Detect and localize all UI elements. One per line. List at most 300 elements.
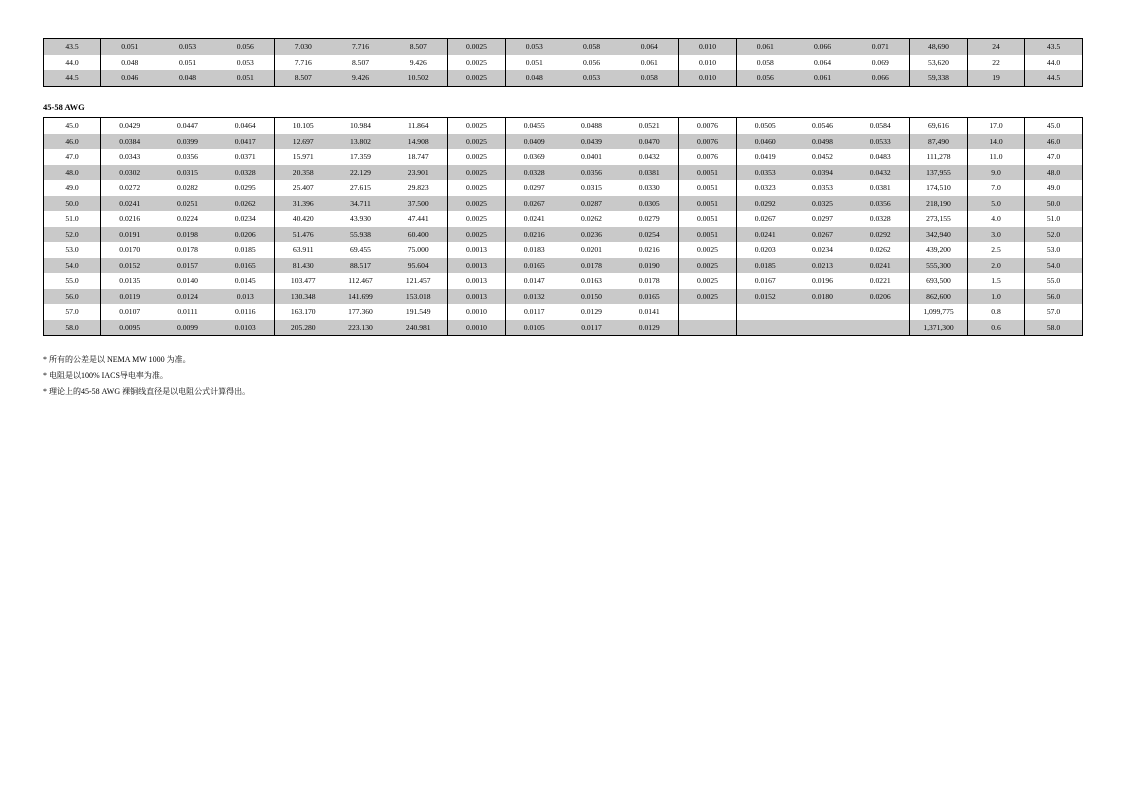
table-cell: 0.0409 <box>506 134 563 150</box>
table-cell: 0.0025 <box>448 118 506 134</box>
table-cell: 17.0 <box>968 118 1025 134</box>
table-cell: 0.0292 <box>852 227 910 243</box>
table-cell: 18.747 <box>390 149 448 165</box>
table-cell: 7.716 <box>294 57 312 67</box>
table-cell: 0.0025 <box>448 134 506 150</box>
table-cell: 17.359 <box>350 152 371 162</box>
table-cell: 0.0305 <box>621 196 679 212</box>
table-cell: 0.0152 <box>737 289 794 305</box>
table-cell: 0.0013 <box>448 242 506 258</box>
table-cell: 0.0051 <box>679 227 737 243</box>
table-cell: 47.0 <box>1046 152 1061 162</box>
table-cell: 25.407 <box>292 183 314 193</box>
table-cell: 0.0178 <box>563 258 621 274</box>
table-cell: 57.0 <box>44 304 101 320</box>
table-cell: 0.0254 <box>621 227 679 243</box>
table-cell: 43.930 <box>350 214 371 224</box>
table-cell: 0.0025 <box>448 211 506 227</box>
table-cell: 0.0267 <box>506 196 563 212</box>
table-row <box>44 304 1083 320</box>
table-cell: 11.864 <box>390 118 448 134</box>
table-cell: 0.0455 <box>523 121 545 131</box>
table-cell: 137,955 <box>910 165 968 181</box>
table-cell: 37.500 <box>390 196 448 212</box>
table-row <box>44 149 1083 165</box>
table-cell <box>852 320 910 336</box>
table-cell: 22.129 <box>332 165 390 181</box>
table-cell: 46.0 <box>1025 134 1083 150</box>
table-cell: 0.0025 <box>448 227 506 243</box>
table-cell: 0.069 <box>852 55 910 71</box>
table-cell: 555,300 <box>910 258 968 274</box>
table-cell: 0.048 <box>121 57 139 67</box>
table-cell <box>852 304 910 320</box>
table-cell: 0.0505 <box>754 121 776 131</box>
table-row <box>44 180 1083 196</box>
table-cell: 0.0302 <box>101 165 159 181</box>
table-cell: 53,620 <box>910 55 968 71</box>
table-cell: 0.0150 <box>563 289 621 305</box>
table-cell: 4.0 <box>968 211 1025 227</box>
table-cell: 153.018 <box>390 289 448 305</box>
table-cell: 1.0 <box>968 289 1025 305</box>
table-cell: 9.426 <box>332 70 390 86</box>
table-cell: 0.0203 <box>754 245 776 255</box>
table-row <box>44 211 1083 227</box>
table-cell: 58.0 <box>1025 320 1083 336</box>
table-cell: 43.5 <box>1025 39 1083 55</box>
table-cell: 0.0183 <box>523 245 545 255</box>
table-cell: 0.0025 <box>679 258 737 274</box>
table-cell: 0.058 <box>563 39 621 55</box>
table-cell: 10.984 <box>350 121 371 131</box>
table-cell: 10.502 <box>390 70 448 86</box>
table-cell: 0.0521 <box>621 118 679 134</box>
table-cell: 0.064 <box>621 39 679 55</box>
table-cell: 0.0206 <box>852 289 910 305</box>
table-row <box>44 55 1083 71</box>
table-cell: 0.0025 <box>448 70 506 86</box>
table-cell: 0.0124 <box>159 289 217 305</box>
table-cell: 0.0013 <box>448 258 506 274</box>
table-cell: 0.0185 <box>737 258 794 274</box>
table-cell: 0.0584 <box>852 118 910 134</box>
table-cell: 19 <box>968 70 1025 86</box>
table-cell: 0.0470 <box>621 134 679 150</box>
table-cell: 0.0152 <box>101 258 159 274</box>
table-cell: 0.013 <box>217 289 275 305</box>
table-cell: 0.0025 <box>448 39 506 55</box>
table-cell: 0.051 <box>178 57 197 67</box>
table-cell: 49.0 <box>44 180 101 196</box>
table-cell: 0.0546 <box>812 121 833 131</box>
table-cell: 218,190 <box>910 196 968 212</box>
table-cell: 112.467 <box>348 276 373 286</box>
table-cell: 0.0297 <box>812 214 833 224</box>
table-cell: 1,099,775 <box>910 304 968 320</box>
table-cell: 0.010 <box>679 70 737 86</box>
table-cell: 0.0394 <box>794 165 852 181</box>
table-cell: 53.0 <box>1046 245 1061 255</box>
table-cell: 0.0107 <box>119 307 141 317</box>
awg-table-45-58 <box>43 117 1083 336</box>
table-cell: 43.5 <box>44 39 101 55</box>
footnote: * 理论上的45-58 AWG 裸铜线直径是以电阻公式计算得出。 <box>43 387 251 396</box>
table-cell <box>679 320 737 336</box>
table-cell: 0.0330 <box>621 180 679 196</box>
table-cell: 59,338 <box>910 70 968 86</box>
table-cell: 0.051 <box>217 70 275 86</box>
table-cell: 63.911 <box>292 245 314 255</box>
table-cell: 0.0132 <box>506 289 563 305</box>
table-cell: 0.0165 <box>506 258 563 274</box>
table-cell: 0.056 <box>217 39 275 55</box>
table-cell: 0.053 <box>159 39 217 55</box>
table-cell: 0.0025 <box>448 55 506 71</box>
table-cell: 69,616 <box>910 118 968 134</box>
table-row <box>44 134 1083 150</box>
table-cell <box>794 304 852 320</box>
table-cell <box>679 304 737 320</box>
table-cell: 51.476 <box>275 227 332 243</box>
table-cell: 23.901 <box>390 165 448 181</box>
table-row <box>44 118 1083 134</box>
table-cell: 0.0167 <box>754 276 776 286</box>
table-cell: 49.0 <box>1046 183 1061 193</box>
table-cell: 0.0178 <box>177 245 198 255</box>
table-cell: 0.0325 <box>794 196 852 212</box>
table-cell: 88.517 <box>332 258 390 274</box>
table-cell: 0.0356 <box>563 165 621 181</box>
table-cell: 0.0356 <box>177 152 198 162</box>
table-cell: 0.0025 <box>679 289 737 305</box>
table-cell: 0.0178 <box>621 273 679 289</box>
table-cell: 0.0292 <box>737 196 794 212</box>
table-cell: 0.0401 <box>581 152 602 162</box>
table-cell: 0.058 <box>621 70 679 86</box>
table-cell: 20.358 <box>275 165 332 181</box>
table-row <box>44 165 1083 181</box>
table-cell: 240.981 <box>390 320 448 336</box>
table-cell: 0.0145 <box>217 273 275 289</box>
table-cell: 0.061 <box>621 55 679 71</box>
table-cell: 174,510 <box>910 180 968 196</box>
table-cell: 55.0 <box>44 273 101 289</box>
table-cell: 95.604 <box>390 258 448 274</box>
table-cell: 0.0287 <box>563 196 621 212</box>
table-cell: 1.5 <box>968 273 1025 289</box>
table-cell: 48,690 <box>910 39 968 55</box>
table-row <box>44 320 1083 336</box>
table-cell: 0.0119 <box>101 289 159 305</box>
table-cell: 0.056 <box>737 70 794 86</box>
table-cell: 0.0483 <box>852 149 910 165</box>
table-cell: 0.0262 <box>217 196 275 212</box>
table-cell: 121.457 <box>390 273 448 289</box>
table-cell: 342,940 <box>910 227 968 243</box>
table-cell: 15.971 <box>292 152 314 162</box>
table-cell: 0.0147 <box>523 276 545 286</box>
table-row <box>44 258 1083 274</box>
table-cell: 0.0165 <box>217 258 275 274</box>
table-cell: 47.0 <box>44 149 101 165</box>
table-cell: 0.0051 <box>679 165 737 181</box>
table-cell: 0.6 <box>968 320 1025 336</box>
table-cell: 0.0213 <box>794 258 852 274</box>
table-cell: 11.0 <box>968 149 1025 165</box>
table-cell: 0.0267 <box>794 227 852 243</box>
table-cell: 48.0 <box>1025 165 1083 181</box>
table-cell: 130.348 <box>275 289 332 305</box>
table-cell: 44.5 <box>44 70 101 86</box>
table-cell: 1,371,300 <box>910 320 968 336</box>
table-cell: 0.0025 <box>679 273 737 289</box>
table-cell: 10.105 <box>292 121 314 131</box>
table-cell: 24 <box>968 39 1025 55</box>
table-cell: 0.0369 <box>523 152 545 162</box>
table-cell: 0.051 <box>101 39 159 55</box>
table-cell: 45.0 <box>44 118 101 134</box>
table-cell: 0.010 <box>679 55 737 71</box>
table-cell: 0.0353 <box>812 183 833 193</box>
table-cell: 0.010 <box>679 39 737 55</box>
table-cell: 0.0328 <box>852 211 910 227</box>
table-cell: 0.061 <box>794 70 852 86</box>
table-cell <box>794 320 852 336</box>
table-cell: 0.0399 <box>159 134 217 150</box>
table-cell: 0.0025 <box>448 149 506 165</box>
table-cell: 7.030 <box>275 39 332 55</box>
table-cell: 3.0 <box>968 227 1025 243</box>
table-cell: 0.056 <box>582 57 601 67</box>
table-cell: 693,500 <box>910 273 968 289</box>
table-cell: 27.615 <box>350 183 371 193</box>
table-cell: 0.0198 <box>159 227 217 243</box>
table-cell: 0.0432 <box>621 149 679 165</box>
table-cell: 0.0279 <box>621 211 679 227</box>
table-cell: 0.0221 <box>852 273 910 289</box>
table-cell: 46.0 <box>44 134 101 150</box>
table-cell: 439,200 <box>910 242 968 258</box>
table-cell: 0.046 <box>101 70 159 86</box>
table-cell: 52.0 <box>1025 227 1083 243</box>
table-cell: 44.0 <box>44 55 101 71</box>
table-row <box>44 70 1083 86</box>
table-cell: 2.5 <box>968 242 1025 258</box>
table-cell: 0.0419 <box>754 152 776 162</box>
table-cell: 141.699 <box>332 289 390 305</box>
table-row <box>44 39 1083 55</box>
table-cell: 0.053 <box>563 70 621 86</box>
section-heading: 45-58 AWG <box>43 102 85 112</box>
table-cell: 0.0025 <box>448 180 506 196</box>
table-row <box>44 196 1083 212</box>
table-cell: 0.0381 <box>852 180 910 196</box>
table-cell: 0.0384 <box>101 134 159 150</box>
table-cell: 60.400 <box>390 227 448 243</box>
table-row <box>44 273 1083 289</box>
table-cell: 0.0206 <box>217 227 275 243</box>
table-cell: 0.0234 <box>812 245 833 255</box>
table-cell: 103.477 <box>290 276 316 286</box>
table-cell: 0.0191 <box>101 227 159 243</box>
table-cell: 0.048 <box>159 70 217 86</box>
table-cell: 0.066 <box>794 39 852 55</box>
table-cell: 22 <box>968 55 1025 71</box>
table-cell: 9.0 <box>968 165 1025 181</box>
footnote: * 电阻是以100% IACS导电率为准。 <box>43 371 168 380</box>
table-cell: 0.0241 <box>737 227 794 243</box>
table-cell: 14.0 <box>968 134 1025 150</box>
table-cell: 0.0234 <box>217 211 275 227</box>
table-cell: 0.0323 <box>754 183 776 193</box>
table-cell: 0.0117 <box>563 320 621 336</box>
table-cell: 0.0381 <box>621 165 679 181</box>
table-cell: 0.0216 <box>119 214 141 224</box>
table-cell: 51.0 <box>44 211 101 227</box>
table-cell: 2.0 <box>968 258 1025 274</box>
table-cell: 0.0262 <box>581 214 602 224</box>
table-cell: 13.802 <box>332 134 390 150</box>
table-cell: 0.0010 <box>448 304 506 320</box>
table-cell: 0.0157 <box>159 258 217 274</box>
table-cell: 0.0170 <box>119 245 141 255</box>
table-cell: 0.0315 <box>159 165 217 181</box>
table-cell: 5.0 <box>968 196 1025 212</box>
table-cell: 55.0 <box>1046 276 1061 286</box>
table-cell: 58.0 <box>44 320 101 336</box>
table-cell: 87,490 <box>910 134 968 150</box>
table-cell: 0.0488 <box>581 121 602 131</box>
table-cell: 0.0025 <box>448 165 506 181</box>
table-cell: 0.0216 <box>506 227 563 243</box>
table-cell: 31.396 <box>275 196 332 212</box>
table-cell: 7.716 <box>332 39 390 55</box>
table-cell: 14.908 <box>390 134 448 150</box>
table-cell: 0.0328 <box>506 165 563 181</box>
table-cell: 48.0 <box>44 165 101 181</box>
table-cell: 111,278 <box>910 149 968 165</box>
table-cell: 8.507 <box>390 39 448 55</box>
table-cell: 0.0025 <box>679 242 737 258</box>
table-cell: 29.823 <box>390 180 448 196</box>
table-cell: 0.048 <box>506 70 563 86</box>
table-cell: 0.0262 <box>852 242 910 258</box>
table-cell: 44.5 <box>1025 70 1083 86</box>
table-cell: 0.0140 <box>177 276 198 286</box>
table-cell: 223.130 <box>332 320 390 336</box>
awg-table-upper <box>43 38 1083 87</box>
table-cell: 0.0498 <box>794 134 852 150</box>
table-cell: 0.0013 <box>448 273 506 289</box>
table-row <box>44 289 1083 305</box>
table-cell: 163.170 <box>290 307 316 317</box>
table-cell: 56.0 <box>44 289 101 305</box>
table-cell: 50.0 <box>44 196 101 212</box>
table-cell: 0.0135 <box>119 276 141 286</box>
table-cell: 45.0 <box>1046 121 1061 131</box>
table-cell: 0.066 <box>852 70 910 86</box>
table-cell: 0.051 <box>525 57 543 67</box>
table-cell: 47.441 <box>390 211 448 227</box>
table-cell: 0.0095 <box>101 320 159 336</box>
table-cell: 0.0328 <box>217 165 275 181</box>
table-cell: 0.0251 <box>159 196 217 212</box>
table-cell: 12.697 <box>275 134 332 150</box>
table-cell: 0.0190 <box>621 258 679 274</box>
awg-table-upper-body <box>44 39 1083 87</box>
table-cell: 0.0216 <box>621 242 679 258</box>
table-cell: 0.0353 <box>737 165 794 181</box>
table-cell: 0.061 <box>737 39 794 55</box>
table-cell: 69.455 <box>350 245 371 255</box>
table-cell: 0.0051 <box>679 180 737 196</box>
table-cell: 273,155 <box>910 211 968 227</box>
table-cell: 51.0 <box>1046 214 1061 224</box>
table-cell: 0.0103 <box>217 320 275 336</box>
table-cell: 55.938 <box>332 227 390 243</box>
table-cell: 205.280 <box>275 320 332 336</box>
table-cell: 0.0295 <box>217 180 275 196</box>
table-cell: 0.0297 <box>523 183 545 193</box>
table-cell: 0.0241 <box>852 258 910 274</box>
table-cell: 0.0224 <box>177 214 198 224</box>
table-cell: 0.0447 <box>177 121 198 131</box>
table-cell: 0.0371 <box>217 149 275 165</box>
table-cell: 54.0 <box>44 258 101 274</box>
table-cell: 53.0 <box>44 242 101 258</box>
footnote: * 所有的公差是以 NEMA MW 1000 为准。 <box>43 355 191 364</box>
table-cell: 0.0452 <box>812 152 833 162</box>
table-cell: 9.426 <box>390 55 448 71</box>
table-cell: 8.507 <box>275 70 332 86</box>
table-cell: 0.071 <box>852 39 910 55</box>
table-cell: 40.420 <box>292 214 314 224</box>
table-cell: 0.0025 <box>448 196 506 212</box>
awg-table-45-58-body <box>44 118 1083 336</box>
table-cell: 0.0076 <box>679 134 737 150</box>
table-cell: 0.0241 <box>101 196 159 212</box>
table-cell: 0.0236 <box>563 227 621 243</box>
table-cell: 0.0163 <box>581 276 602 286</box>
table-cell: 0.0464 <box>217 118 275 134</box>
table-cell: 0.0076 <box>679 149 737 165</box>
table-cell: 75.000 <box>390 242 448 258</box>
table-cell: 0.0111 <box>177 307 198 317</box>
table-cell: 0.053 <box>217 55 275 71</box>
table-cell: 0.8 <box>968 304 1025 320</box>
table-cell: 0.0129 <box>581 307 602 317</box>
table-cell: 862,600 <box>910 289 968 305</box>
table-cell: 0.0460 <box>737 134 794 150</box>
table-cell: 0.0099 <box>159 320 217 336</box>
table-cell: 0.0105 <box>506 320 563 336</box>
footnotes <box>43 352 250 400</box>
table-cell: 177.360 <box>348 307 373 317</box>
table-cell: 57.0 <box>1046 307 1061 317</box>
table-cell <box>737 304 794 320</box>
table-cell: 56.0 <box>1025 289 1083 305</box>
table-cell: 0.0267 <box>754 214 776 224</box>
table-cell: 81.430 <box>275 258 332 274</box>
table-cell: 0.064 <box>813 57 832 67</box>
table-cell: 0.0051 <box>679 196 737 212</box>
table-cell: 52.0 <box>44 227 101 243</box>
table-cell: 0.0417 <box>217 134 275 150</box>
table-cell: 0.0013 <box>448 289 506 305</box>
table-cell: 0.0141 <box>621 304 679 320</box>
table-cell: 0.0129 <box>621 320 679 336</box>
